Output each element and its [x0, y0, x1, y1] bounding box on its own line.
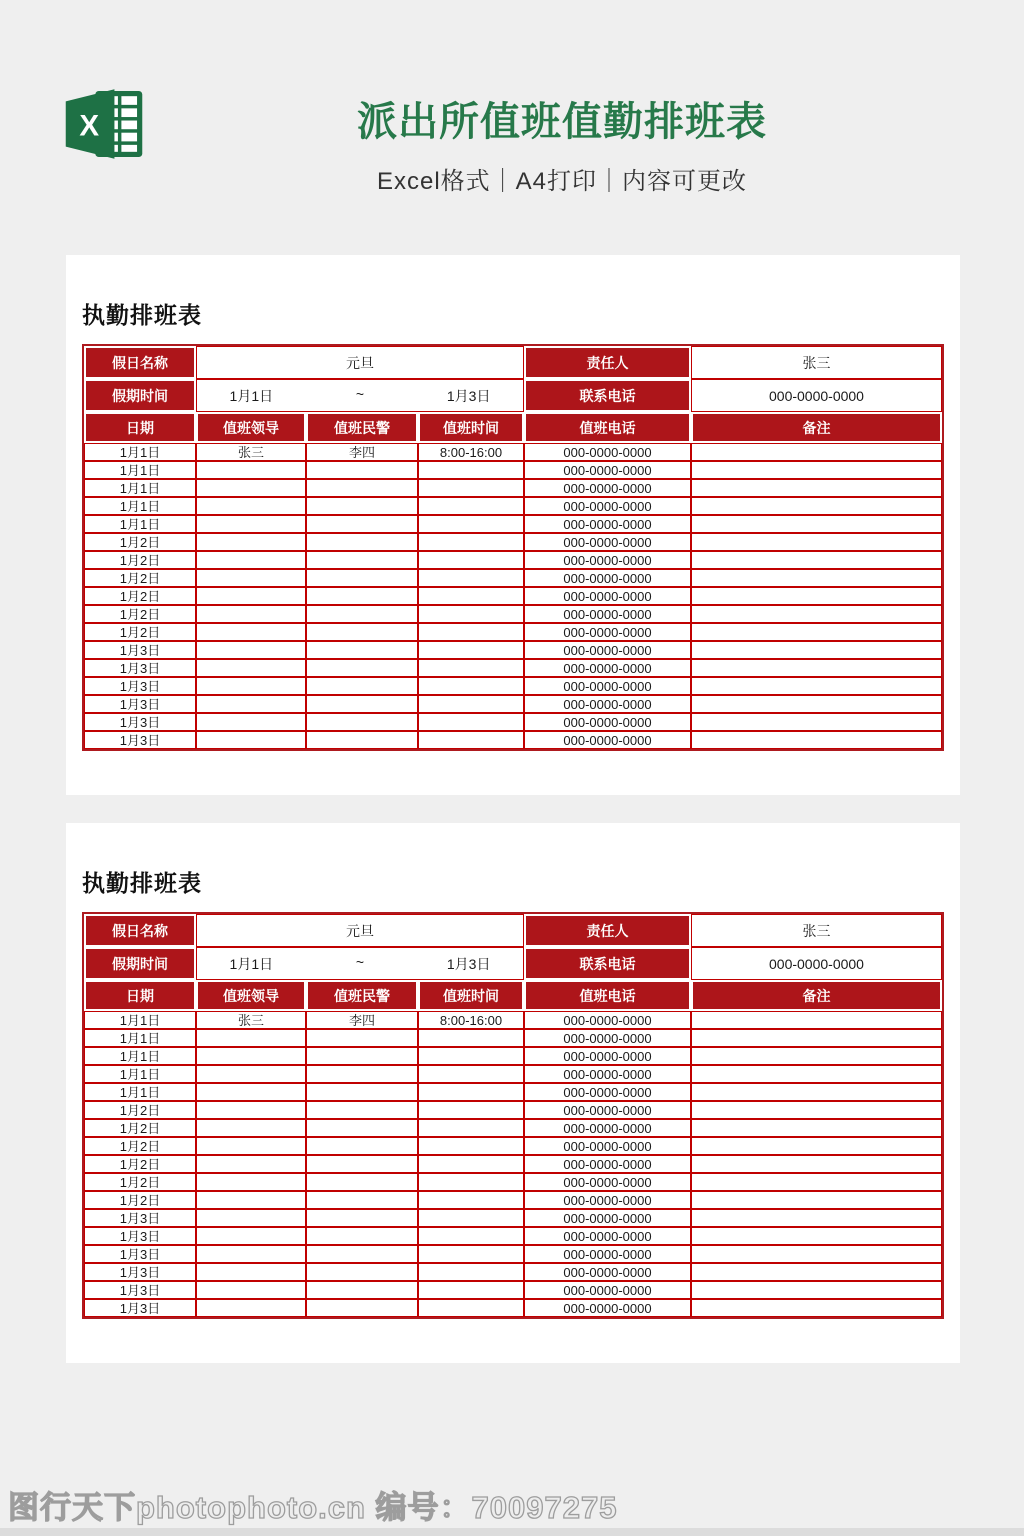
col-header-remarks: 备注: [691, 412, 942, 443]
cell: 1月2日: [84, 1119, 196, 1137]
cell: [306, 731, 418, 749]
contact-phone-value: 000-0000-0000: [691, 379, 942, 412]
cell: [196, 1065, 306, 1083]
cell: [196, 1191, 306, 1209]
cell: 1月1日: [84, 1011, 196, 1029]
cell: [691, 731, 942, 749]
table-row: [84, 1281, 942, 1299]
table-row: [84, 623, 942, 641]
cell: [196, 1173, 306, 1191]
info-row-holiday: [84, 346, 942, 379]
cell: 000-0000-0000: [524, 623, 691, 641]
cell: [691, 1227, 942, 1245]
header-text-block: [0, 90, 1024, 196]
cell: [691, 713, 942, 731]
cell: [306, 1065, 418, 1083]
cell: [691, 641, 942, 659]
cell: [691, 533, 942, 551]
col-header-duty-phone: 值班电话: [524, 980, 691, 1011]
cell: 李四: [306, 1011, 418, 1029]
cell: 1月2日: [84, 1191, 196, 1209]
cell: [196, 1029, 306, 1047]
cell: [196, 551, 306, 569]
column-header-row: [84, 980, 942, 1011]
period-start: 1月1日: [229, 387, 274, 404]
cell: [196, 1245, 306, 1263]
table-row: [84, 1299, 942, 1317]
period-start: 1月1日: [229, 955, 274, 972]
cell: [418, 605, 524, 623]
cell: 1月2日: [84, 587, 196, 605]
cell: [691, 1263, 942, 1281]
holiday-name-value: 元旦: [196, 346, 524, 379]
cell: 000-0000-0000: [524, 677, 691, 695]
cell: [306, 1119, 418, 1137]
cell: 1月3日: [84, 659, 196, 677]
cell: 000-0000-0000: [524, 1245, 691, 1263]
col-header-duty-leader: 值班领导: [196, 980, 306, 1011]
schedule-table-border: [82, 344, 944, 751]
cell: [196, 587, 306, 605]
schedule-panel-1: [66, 255, 960, 795]
cell: [418, 1245, 524, 1263]
svg-text:X: X: [79, 109, 100, 143]
cell: [418, 461, 524, 479]
cell: 000-0000-0000: [524, 1137, 691, 1155]
contact-phone-label: 联系电话: [524, 947, 691, 980]
schedule-table: [84, 346, 942, 749]
cell: 000-0000-0000: [524, 1173, 691, 1191]
cell: 1月3日: [84, 1209, 196, 1227]
table-row: [84, 1047, 942, 1065]
cell: 1月2日: [84, 605, 196, 623]
cell: [196, 1083, 306, 1101]
cell: [196, 1209, 306, 1227]
table-row: [84, 731, 942, 749]
col-header-duty-time: 值班时间: [418, 412, 524, 443]
table-row: [84, 695, 942, 713]
cell: [306, 1173, 418, 1191]
cell: [691, 1029, 942, 1047]
cell: [418, 677, 524, 695]
cell: 000-0000-0000: [524, 695, 691, 713]
cell: [306, 1191, 418, 1209]
cell: [306, 623, 418, 641]
cell: 000-0000-0000: [524, 1155, 691, 1173]
cell: 000-0000-0000: [524, 641, 691, 659]
cell: [306, 1245, 418, 1263]
cell: [418, 1047, 524, 1065]
cell: [196, 1155, 306, 1173]
cell: [418, 1173, 524, 1191]
cell: [691, 1101, 942, 1119]
cell: [418, 1299, 524, 1317]
cell: 000-0000-0000: [524, 587, 691, 605]
cell: [306, 1299, 418, 1317]
period-end: 1月3日: [446, 387, 491, 404]
cell: [418, 1065, 524, 1083]
cell: [418, 713, 524, 731]
cell: [691, 1299, 942, 1317]
schedule-panel-2: [66, 823, 960, 1363]
cell: [418, 659, 524, 677]
section-title: 执勤排班表: [82, 302, 202, 328]
page-header: [0, 0, 1024, 255]
cell: [691, 479, 942, 497]
cell: 1月3日: [84, 641, 196, 659]
owner-value: 张三: [691, 346, 942, 379]
cell: [306, 641, 418, 659]
cell: [418, 1209, 524, 1227]
cell: 1月1日: [84, 515, 196, 533]
cell: [196, 569, 306, 587]
cell: 000-0000-0000: [524, 1209, 691, 1227]
holiday-name-label: 假日名称: [84, 346, 196, 379]
cell: [691, 497, 942, 515]
cell: 1月2日: [84, 1137, 196, 1155]
cell: [196, 731, 306, 749]
table-row: [84, 1227, 942, 1245]
cell: [691, 461, 942, 479]
cell: [691, 1065, 942, 1083]
cell: [691, 1173, 942, 1191]
period-end: 1月3日: [446, 955, 491, 972]
cell: 000-0000-0000: [524, 1101, 691, 1119]
cell: 1月2日: [84, 1173, 196, 1191]
cell: [196, 641, 306, 659]
cell: [196, 713, 306, 731]
cell: [306, 1101, 418, 1119]
col-header-remarks: 备注: [691, 980, 942, 1011]
cell: 张三: [196, 1011, 306, 1029]
cell: 000-0000-0000: [524, 713, 691, 731]
table-row: [84, 605, 942, 623]
cell: [418, 1137, 524, 1155]
cell: [418, 1227, 524, 1245]
col-header-duty-officer: 值班民警: [306, 980, 418, 1011]
col-header-duty-officer: 值班民警: [306, 412, 418, 443]
cell: [418, 569, 524, 587]
cell: 1月2日: [84, 551, 196, 569]
cell: [691, 1047, 942, 1065]
cell: 1月3日: [84, 731, 196, 749]
period-label: 假期时间: [84, 379, 196, 412]
table-row: [84, 1119, 942, 1137]
cell: 000-0000-0000: [524, 1065, 691, 1083]
col-header-duty-time: 值班时间: [418, 980, 524, 1011]
cell: 000-0000-0000: [524, 1191, 691, 1209]
column-header-row: [84, 412, 942, 443]
col-header-date: 日期: [84, 980, 196, 1011]
cell: [418, 731, 524, 749]
holiday-name-value: 元旦: [196, 914, 524, 947]
cell: [196, 479, 306, 497]
cell: [418, 551, 524, 569]
cell: 000-0000-0000: [524, 1227, 691, 1245]
table-row: [84, 1029, 942, 1047]
watermark-text: 图行天下photophoto.cn 编号：70097275: [8, 1490, 618, 1525]
cell: 000-0000-0000: [524, 731, 691, 749]
cell: 1月1日: [84, 461, 196, 479]
owner-value: 张三: [691, 914, 942, 947]
cell: [306, 677, 418, 695]
cell: [306, 497, 418, 515]
table-row: [84, 1083, 942, 1101]
cell: [691, 551, 942, 569]
cell: [196, 1227, 306, 1245]
cell: [196, 623, 306, 641]
table-row: [84, 1209, 942, 1227]
schedule-table-border: [82, 912, 944, 1319]
owner-label: 责任人: [524, 346, 691, 379]
period-separator: ~: [355, 385, 365, 402]
cell: [306, 1155, 418, 1173]
cell: [196, 695, 306, 713]
cell: [196, 461, 306, 479]
cell: 000-0000-0000: [524, 461, 691, 479]
cell: [196, 1281, 306, 1299]
cell: 1月3日: [84, 1263, 196, 1281]
cell: 000-0000-0000: [524, 1263, 691, 1281]
cell: [691, 1119, 942, 1137]
cell: 1月2日: [84, 1155, 196, 1173]
table-row: [84, 569, 942, 587]
period-label: 假期时间: [84, 947, 196, 980]
period-value: [196, 947, 524, 980]
cell: 1月3日: [84, 677, 196, 695]
table-row: [84, 677, 942, 695]
cell: [196, 677, 306, 695]
cell: 1月2日: [84, 533, 196, 551]
table-row: [84, 1101, 942, 1119]
cell: [691, 1137, 942, 1155]
contact-phone-value: 000-0000-0000: [691, 947, 942, 980]
cell: [418, 587, 524, 605]
cell: 张三: [196, 443, 306, 461]
cell: 000-0000-0000: [524, 533, 691, 551]
cell: 000-0000-0000: [524, 1281, 691, 1299]
table-row: [84, 551, 942, 569]
cell: [196, 1299, 306, 1317]
cell: [306, 533, 418, 551]
table-row: [84, 587, 942, 605]
cell: 1月3日: [84, 1299, 196, 1317]
cell: [691, 569, 942, 587]
cell: [418, 515, 524, 533]
cell: [306, 1263, 418, 1281]
cell: [691, 659, 942, 677]
cell: 1月1日: [84, 1083, 196, 1101]
table-row: [84, 1011, 942, 1029]
cell: [691, 695, 942, 713]
cell: 000-0000-0000: [524, 497, 691, 515]
cell: [306, 605, 418, 623]
cell: [691, 1281, 942, 1299]
cell: 1月2日: [84, 1101, 196, 1119]
cell: [196, 515, 306, 533]
period-separator: ~: [355, 953, 365, 970]
cell: 1月3日: [84, 713, 196, 731]
cell: [196, 1119, 306, 1137]
cell: [691, 1245, 942, 1263]
cell: 1月1日: [84, 479, 196, 497]
cell: [196, 497, 306, 515]
cell: [418, 1263, 524, 1281]
cell: [306, 1047, 418, 1065]
contact-phone-label: 联系电话: [524, 379, 691, 412]
cell: 1月1日: [84, 1029, 196, 1047]
cell: [306, 1029, 418, 1047]
cell: [418, 497, 524, 515]
table-row: [84, 1245, 942, 1263]
table-row: [84, 443, 942, 461]
cell: [418, 623, 524, 641]
cell: [306, 659, 418, 677]
cell: [418, 533, 524, 551]
cell: [196, 1047, 306, 1065]
cell: 000-0000-0000: [524, 443, 691, 461]
cell: [196, 1137, 306, 1155]
cell: 8:00-16:00: [418, 443, 524, 461]
cell: [691, 605, 942, 623]
cell: 000-0000-0000: [524, 1299, 691, 1317]
cell: [418, 641, 524, 659]
cell: [306, 695, 418, 713]
cell: 1月2日: [84, 623, 196, 641]
table-row: [84, 1263, 942, 1281]
cell: 000-0000-0000: [524, 659, 691, 677]
cell: 000-0000-0000: [524, 551, 691, 569]
cell: 1月3日: [84, 1281, 196, 1299]
col-header-duty-phone: 值班电话: [524, 412, 691, 443]
cell: [418, 1101, 524, 1119]
cell: [306, 587, 418, 605]
cell: 000-0000-0000: [524, 569, 691, 587]
table-row: [84, 713, 942, 731]
cell: 000-0000-0000: [524, 1119, 691, 1137]
cell: [691, 443, 942, 461]
cell: [691, 1155, 942, 1173]
cell: 1月3日: [84, 1245, 196, 1263]
cell: [306, 551, 418, 569]
cell: [306, 1137, 418, 1155]
cell: [691, 1191, 942, 1209]
cell: [196, 605, 306, 623]
cell: 1月1日: [84, 1065, 196, 1083]
holiday-name-label: 假日名称: [84, 914, 196, 947]
table-row: [84, 515, 942, 533]
cell: [306, 1083, 418, 1101]
cell: [306, 461, 418, 479]
col-header-date: 日期: [84, 412, 196, 443]
cell: [196, 1263, 306, 1281]
cell: [418, 1281, 524, 1299]
cell: 000-0000-0000: [524, 479, 691, 497]
table-row: [84, 479, 942, 497]
cell: [691, 1083, 942, 1101]
cell: [691, 623, 942, 641]
cell: [418, 1029, 524, 1047]
table-row: [84, 1173, 942, 1191]
table-row: [84, 533, 942, 551]
cell: [418, 1191, 524, 1209]
cell: [691, 587, 942, 605]
cell: 1月3日: [84, 695, 196, 713]
cell: [306, 479, 418, 497]
cell: 000-0000-0000: [524, 1011, 691, 1029]
table-row: [84, 1065, 942, 1083]
cell: [418, 695, 524, 713]
cell: [306, 515, 418, 533]
cell: [691, 677, 942, 695]
cell: 1月1日: [84, 443, 196, 461]
table-row: [84, 659, 942, 677]
cell: 李四: [306, 443, 418, 461]
cell: [418, 1155, 524, 1173]
info-row-holiday: [84, 914, 942, 947]
cell: [418, 479, 524, 497]
cell: [306, 1227, 418, 1245]
cell: [306, 569, 418, 587]
owner-label: 责任人: [524, 914, 691, 947]
table-row: [84, 1155, 942, 1173]
cell: 8:00-16:00: [418, 1011, 524, 1029]
table-row: [84, 497, 942, 515]
cell: 1月2日: [84, 569, 196, 587]
info-row-period: [84, 947, 942, 980]
cell: [306, 713, 418, 731]
cell: [196, 533, 306, 551]
table-row: [84, 1137, 942, 1155]
cell: 1月1日: [84, 1047, 196, 1065]
table-row: [84, 1191, 942, 1209]
bottom-strip: [0, 1528, 1024, 1536]
cell: [196, 1101, 306, 1119]
page-subtitle: Excel格式｜A4打印｜内容可更改: [376, 168, 748, 195]
cell: 000-0000-0000: [524, 1083, 691, 1101]
cell: 000-0000-0000: [524, 515, 691, 533]
cell: [306, 1209, 418, 1227]
cell: [691, 1209, 942, 1227]
period-value: [196, 379, 524, 412]
cell: [691, 1011, 942, 1029]
cell: [691, 515, 942, 533]
table-row: [84, 641, 942, 659]
section-title: 执勤排班表: [82, 870, 202, 896]
cell: 000-0000-0000: [524, 1047, 691, 1065]
cell: 000-0000-0000: [524, 1029, 691, 1047]
table-row: [84, 461, 942, 479]
cell: [306, 1281, 418, 1299]
col-header-duty-leader: 值班领导: [196, 412, 306, 443]
info-row-period: [84, 379, 942, 412]
cell: [418, 1119, 524, 1137]
cell: 000-0000-0000: [524, 605, 691, 623]
cell: 1月1日: [84, 497, 196, 515]
cell: [418, 1083, 524, 1101]
schedule-table: [84, 914, 942, 1317]
cell: [196, 659, 306, 677]
cell: 1月3日: [84, 1227, 196, 1245]
page-title: 派出所值班值勤排班表: [357, 100, 767, 144]
